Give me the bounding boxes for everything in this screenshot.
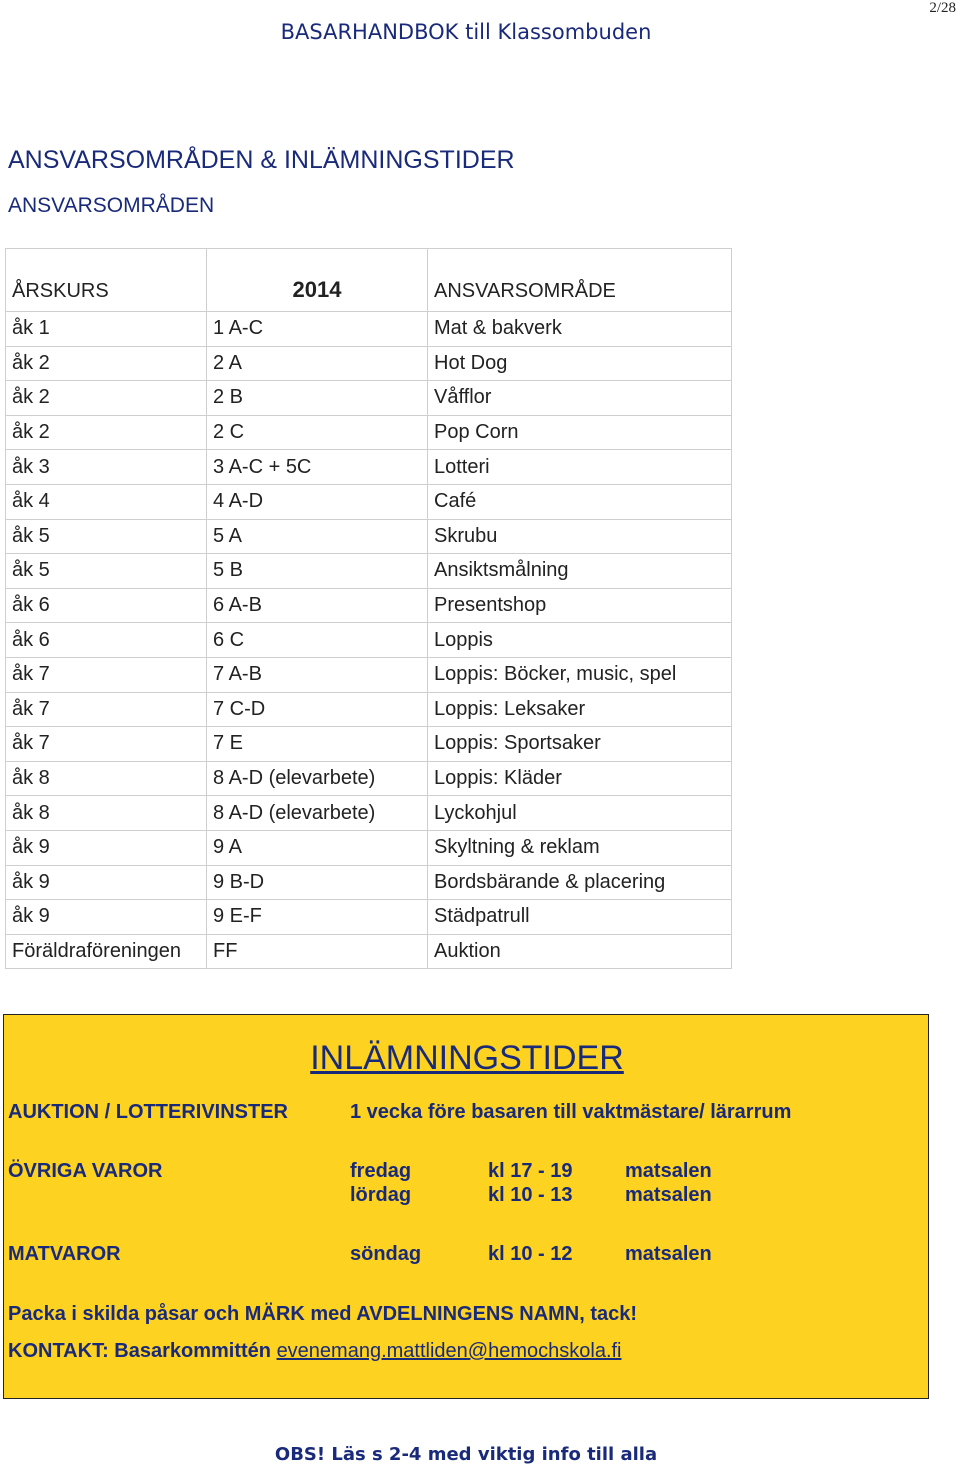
cell-klass: 7 E	[207, 727, 428, 762]
table-row	[6, 657, 732, 692]
header-year: 2014	[207, 249, 428, 312]
mat-day: söndag	[350, 1243, 422, 1265]
ovriga-row-2	[4, 1184, 930, 1210]
cell-klass: 2 C	[207, 415, 428, 450]
cell-ansvarsomrade: Loppis: Böcker, music, spel	[428, 657, 732, 692]
table-row	[6, 346, 732, 381]
mat-row	[4, 1243, 930, 1269]
cell-ansvarsomrade: Loppis	[428, 623, 732, 658]
cell-klass: 2 B	[207, 381, 428, 416]
auktion-label: AUKTION / LOTTERIVINSTER	[8, 1101, 288, 1123]
table-row	[6, 623, 732, 658]
cell-klass: 4 A-D	[207, 484, 428, 519]
table-row	[6, 519, 732, 554]
kontakt-email-link[interactable]: evenemang.mattliden@hemochskola.fi	[276, 1340, 622, 1362]
cell-klass: 3 A-C + 5C	[207, 450, 428, 485]
responsibility-table	[5, 248, 732, 969]
table-row	[6, 761, 732, 796]
table-row	[6, 415, 732, 450]
cell-ansvarsomrade: Café	[428, 484, 732, 519]
cell-ansvarsomrade: Våfflor	[428, 381, 732, 416]
cell-arskurs: åk 3	[6, 450, 207, 485]
table-row	[6, 554, 732, 589]
ovriga-place: matsalen	[625, 1160, 712, 1182]
cell-klass: 9 A	[207, 830, 428, 865]
mat-place: matsalen	[625, 1243, 712, 1265]
cell-ansvarsomrade: Skrubu	[428, 519, 732, 554]
cell-arskurs: åk 5	[6, 519, 207, 554]
cell-klass: FF	[207, 934, 428, 969]
mat-time: kl 10 - 12	[488, 1243, 573, 1265]
ovriga-place: matsalen	[625, 1184, 712, 1206]
inlamningstider-box	[3, 1014, 929, 1399]
footer-note: OBS! Läs s 2-4 med viktig info till alla	[274, 1444, 658, 1465]
cell-klass: 9 B-D	[207, 865, 428, 900]
cell-klass: 9 E-F	[207, 900, 428, 935]
cell-ansvarsomrade: Presentshop	[428, 588, 732, 623]
ovriga-time: kl 10 - 13	[488, 1184, 573, 1206]
cell-ansvarsomrade: Loppis: Sportsaker	[428, 727, 732, 762]
table-row	[6, 692, 732, 727]
cell-arskurs: åk 1	[6, 312, 207, 347]
table-body	[6, 312, 732, 969]
cell-klass: 6 C	[207, 623, 428, 658]
ovriga-day: lördag	[350, 1184, 412, 1206]
cell-arskurs: Föräldraföreningen	[6, 934, 207, 969]
box-title: INLÄMNINGSTIDER	[310, 1039, 624, 1077]
table-header-row	[6, 249, 732, 312]
cell-ansvarsomrade: Loppis: Leksaker	[428, 692, 732, 727]
cell-arskurs: åk 9	[6, 865, 207, 900]
ovriga-time: kl 17 - 19	[488, 1160, 573, 1182]
cell-klass: 6 A-B	[207, 588, 428, 623]
page-number: 2/28	[929, 0, 956, 16]
cell-klass: 7 A-B	[207, 657, 428, 692]
cell-arskurs: åk 5	[6, 554, 207, 589]
ovriga-row-1	[4, 1160, 930, 1186]
cell-klass: 1 A-C	[207, 312, 428, 347]
table-row	[6, 900, 732, 935]
cell-arskurs: åk 2	[6, 346, 207, 381]
table-row	[6, 312, 732, 347]
cell-arskurs: åk 2	[6, 381, 207, 416]
cell-ansvarsomrade: Loppis: Kläder	[428, 761, 732, 796]
table-row	[6, 865, 732, 900]
cell-klass: 8 A-D (elevarbete)	[207, 796, 428, 831]
cell-ansvarsomrade: Auktion	[428, 934, 732, 969]
cell-ansvarsomrade: Skyltning & reklam	[428, 830, 732, 865]
packa-note: Packa i skilda påsar och MÄRK med AVDELNINGENS NAMN, tack!	[8, 1303, 638, 1325]
kontakt-line	[8, 1340, 622, 1363]
cell-ansvarsomrade: Ansiktsmålning	[428, 554, 732, 589]
table-row	[6, 727, 732, 762]
document-header: BASARHANDBOK till Klassombuden	[280, 20, 652, 44]
cell-arskurs: åk 9	[6, 900, 207, 935]
main-heading: ANSVARSOMRÅDEN & INLÄMNINGSTIDER	[8, 146, 515, 174]
cell-arskurs: åk 2	[6, 415, 207, 450]
cell-ansvarsomrade: Hot Dog	[428, 346, 732, 381]
auktion-row	[4, 1101, 930, 1127]
cell-klass: 7 C-D	[207, 692, 428, 727]
table-row	[6, 450, 732, 485]
cell-klass: 2 A	[207, 346, 428, 381]
table-row	[6, 588, 732, 623]
cell-ansvarsomrade: Mat & bakverk	[428, 312, 732, 347]
cell-ansvarsomrade: Bordsbärande & placering	[428, 865, 732, 900]
table-row	[6, 381, 732, 416]
header-ansvarsomrade: ANSVARSOMRÅDE	[428, 249, 732, 312]
cell-ansvarsomrade: Städpatrull	[428, 900, 732, 935]
kontakt-label: KONTAKT: Basarkommittén	[8, 1340, 277, 1362]
ovriga-day: fredag	[350, 1160, 412, 1182]
mat-label: MATVAROR	[8, 1243, 121, 1265]
cell-ansvarsomrade: Lotteri	[428, 450, 732, 485]
table-row	[6, 830, 732, 865]
table-row	[6, 796, 732, 831]
cell-arskurs: åk 6	[6, 623, 207, 658]
ovriga-label: ÖVRIGA VAROR	[8, 1160, 163, 1182]
cell-arskurs: åk 4	[6, 484, 207, 519]
cell-klass: 5 B	[207, 554, 428, 589]
section-heading: ANSVARSOMRÅDEN	[8, 194, 215, 217]
header-arskurs: ÅRSKURS	[6, 249, 207, 312]
cell-ansvarsomrade: Pop Corn	[428, 415, 732, 450]
cell-arskurs: åk 9	[6, 830, 207, 865]
cell-klass: 5 A	[207, 519, 428, 554]
cell-arskurs: åk 7	[6, 727, 207, 762]
cell-arskurs: åk 8	[6, 796, 207, 831]
cell-klass: 8 A-D (elevarbete)	[207, 761, 428, 796]
auktion-text: 1 vecka före basaren till vaktmästare/ lärarrum	[350, 1101, 792, 1123]
cell-arskurs: åk 6	[6, 588, 207, 623]
table-row	[6, 484, 732, 519]
cell-arskurs: åk 7	[6, 692, 207, 727]
cell-ansvarsomrade: Lyckohjul	[428, 796, 732, 831]
cell-arskurs: åk 7	[6, 657, 207, 692]
table-row	[6, 934, 732, 969]
cell-arskurs: åk 8	[6, 761, 207, 796]
